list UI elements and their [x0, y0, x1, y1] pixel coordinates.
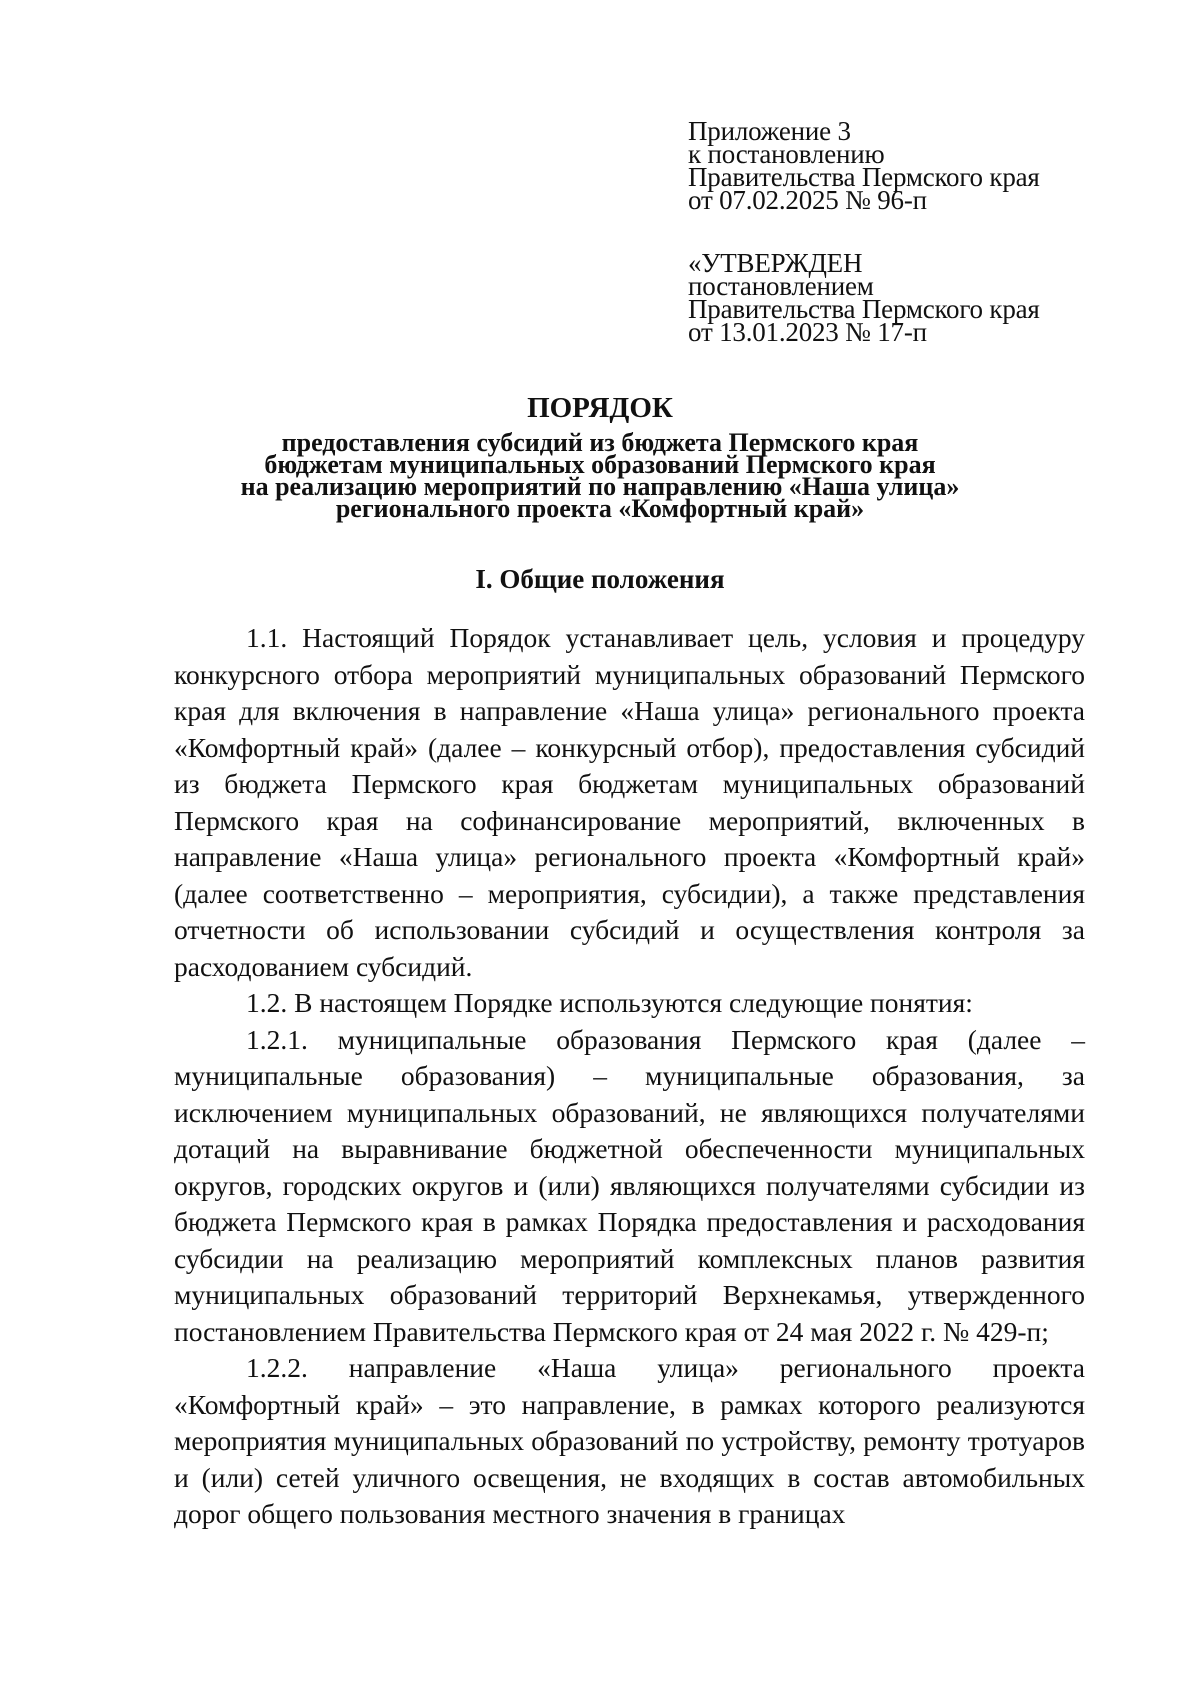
paragraph: 1.1. Настоящий Порядок устанавливает цель, условия и процедуру конкурсного отбора мероприятий муниципальных образований Пермского края для включения в направление «Наша улица» регионального проекта «Комфортный край» (далее – конкурсный отбор), предоставления субсидий из бюджета Пермского края бюджетам муниципальных образований Пермского края на софинансирование мероприятий, включенных в направление «Наша улица» регионального проекта «Комфортный край» (далее соответственно – мероприятия, субсидии), а также представления отчетности об использовании субсидий и осуществления контроля за расходованием субсидий. — [174, 622, 1085, 982]
subtitle-line: бюджетам муниципальных образований Пермского края — [264, 450, 936, 479]
appendix-line: Правительства Пермского края — [688, 162, 1040, 192]
appendix-line: к постановлению — [688, 139, 885, 169]
subtitle-line: предоставления субсидий из бюджета Пермского края — [281, 428, 919, 457]
approval-stamp-text — [688, 248, 1158, 347]
appendix-reference — [688, 116, 1158, 215]
paragraph: 1.2.1. муниципальные образования Пермского края (далее – муниципальные образования) – муниципальные образования, за исключением муниципальных образований, не являющихся получателями дотаций на выравнивание бюджетной обеспеченности муниципальных округов, городских округов и (или) являющихся получателями субсидии из бюджета Пермского края в рамках Порядка предоставления и расходования субсидии на реализацию мероприятий комплексных планов развития муниципальных образований территорий Верхнекамья, утвержденного постановлением Правительства Пермского края от 24 мая 2022 г. № 429-п; — [174, 1023, 1085, 1347]
section-heading: I. Общие положения — [475, 564, 725, 594]
document-subtitle — [0, 428, 1200, 523]
document-title: ПОРЯДОК — [527, 392, 673, 424]
appendix-line: Приложение 3 — [688, 116, 851, 146]
appendix-line: от 07.02.2025 № 96-п — [688, 185, 927, 215]
approved-line: Правительства Пермского края — [688, 294, 1040, 324]
paragraph: 1.2. В настоящем Порядке используются следующие понятия: — [246, 987, 973, 1018]
approved-line: от 13.01.2023 № 17-п — [688, 317, 927, 347]
subtitle-line: на реализацию мероприятий по направлению «Наша улица» — [240, 472, 960, 501]
subtitle-line: регионального проекта «Комфортный край» — [335, 494, 865, 523]
approved-line: «УТВЕРЖДЕН — [688, 248, 863, 278]
section-body — [174, 620, 1085, 1533]
paragraph: 1.2.2. направление «Наша улица» регионального проекта «Комфортный край» – это направление, в рамках которого реализуются мероприятия муниципальных образований по устройству, ремонту тротуаров и (или) сетей уличного освещения, не входящих в состав автомобильных дорог общего пользования местного значения в границах — [174, 1352, 1085, 1529]
approved-line: постановлением — [688, 271, 874, 301]
